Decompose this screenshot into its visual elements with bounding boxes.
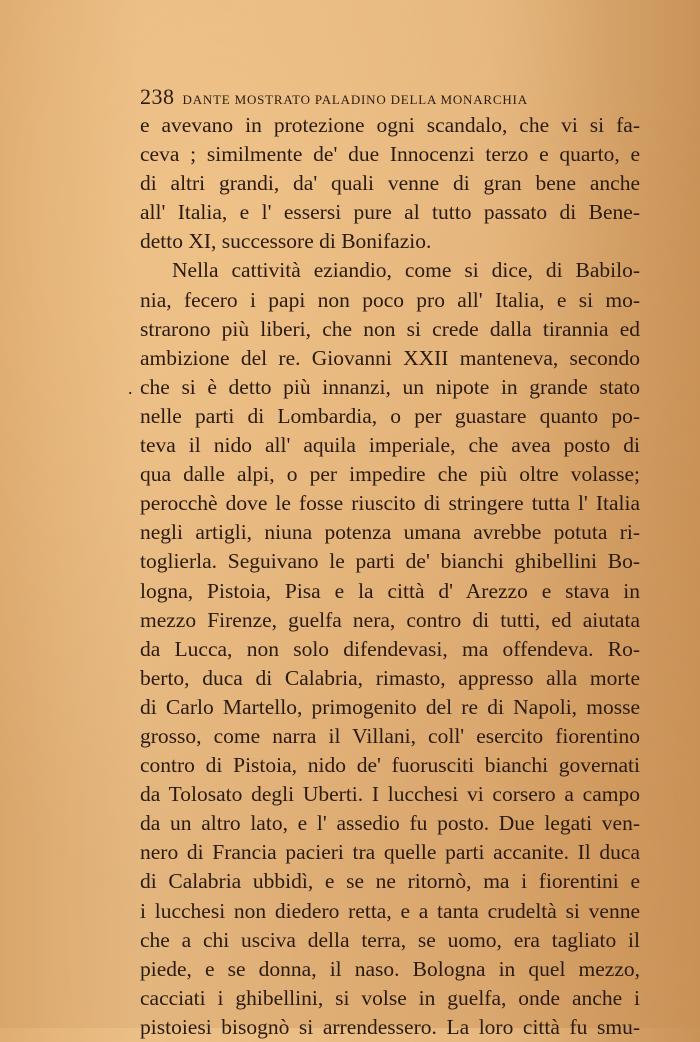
text-line: nia, fecero i papi non poco pro all' Italia, e si mo- [140,287,640,312]
text-line: che a chi usciva della terra, se uomo, era tagliato il [140,927,640,952]
body-text [140,111,640,1042]
text-line: i lucchesi non diedero retta, e a tanta crudeltà si venne [140,898,640,923]
text-line: berto, duca di Calabria, rimasto, appresso alla morte [140,665,640,690]
text-line: da un altro lato, e l' assedio fu posto. Due legati ven- [140,811,640,836]
page-header [140,84,590,110]
ink-mark: . [128,378,133,398]
text-line: Nella cattività eziandio, come si dice, di Babilo- [172,258,640,283]
text-line: logna, Pistoia, Pisa e la città d' Arezzo e stava in [140,578,640,603]
text-line: perocchè dove le fosse riuscito di stringere tutta l' Italia [140,491,640,516]
text-line: pistoiesi bisognò si arrendessero. La loro città fu smu- [140,1014,640,1039]
text-line: grosso, come narra il Villani, coll' esercito fiorentino [140,723,640,748]
text-line: qua dalle alpi, o per impedire che più oltre volasse; [140,462,640,487]
text-line: strarono più liberi, che non si crede dalla tirannia ed [140,316,640,341]
text-line: da Tolosato degli Uberti. I lucchesi vi corsero a campo [140,782,640,807]
text-line: contro di Pistoia, nido de' fuorusciti bianchi governati [140,753,640,778]
text-line: piede, e se donna, il naso. Bologna in quel mezzo, [140,956,640,981]
text-line: di Carlo Martello, primogenito del re di Napoli, mosse [140,694,640,719]
text-line: all' Italia, e l' essersi pure al tutto passato di Bene- [140,200,640,225]
text-line: toglierla. Seguivano le parti de' bianchi ghibellini Bo- [140,549,640,574]
text-line: nero di Francia pacieri tra quelle parti accanite. Il duca [140,840,640,865]
text-line: mezzo Firenze, guelfa nera, contro di tutti, ed aiutata [140,607,640,632]
text-line: che si è detto più innanzi, un nipote in grande stato [140,374,640,399]
text-line: ambizione del re. Giovanni XXII manteneva, secondo [140,345,640,370]
text-line: nelle parti di Lombardia, o per guastare quanto po- [140,403,640,428]
running-title: DANTE MOSTRATO PALADINO DELLA MONARCHIA [182,92,528,107]
page-number: 238 [140,84,175,109]
text-line: e avevano in protezione ogni scandalo, che vi si fa- [140,113,640,137]
text-line: di Calabria ubbidì, e se ne ritornò, ma i fiorentini e [140,869,640,894]
text-line: da Lucca, non solo difendevasi, ma offendeva. Ro- [140,636,640,661]
text-line: di altri grandi, da' quali venne di gran bene anche [140,171,640,196]
text-line: cacciati i ghibellini, si volse in guelfa, onde anche i [140,985,640,1010]
text-line: negli artigli, niuna potenza umana avrebbe potuta ri- [140,520,640,545]
text-line: detto XI, successore di Bonifazio. [140,229,432,254]
text-line: teva il nido all' aquila imperiale, che avea posto di [140,433,640,458]
text-line: ceva ; similmente de' due Innocenzi terzo e quarto, e [140,142,640,167]
